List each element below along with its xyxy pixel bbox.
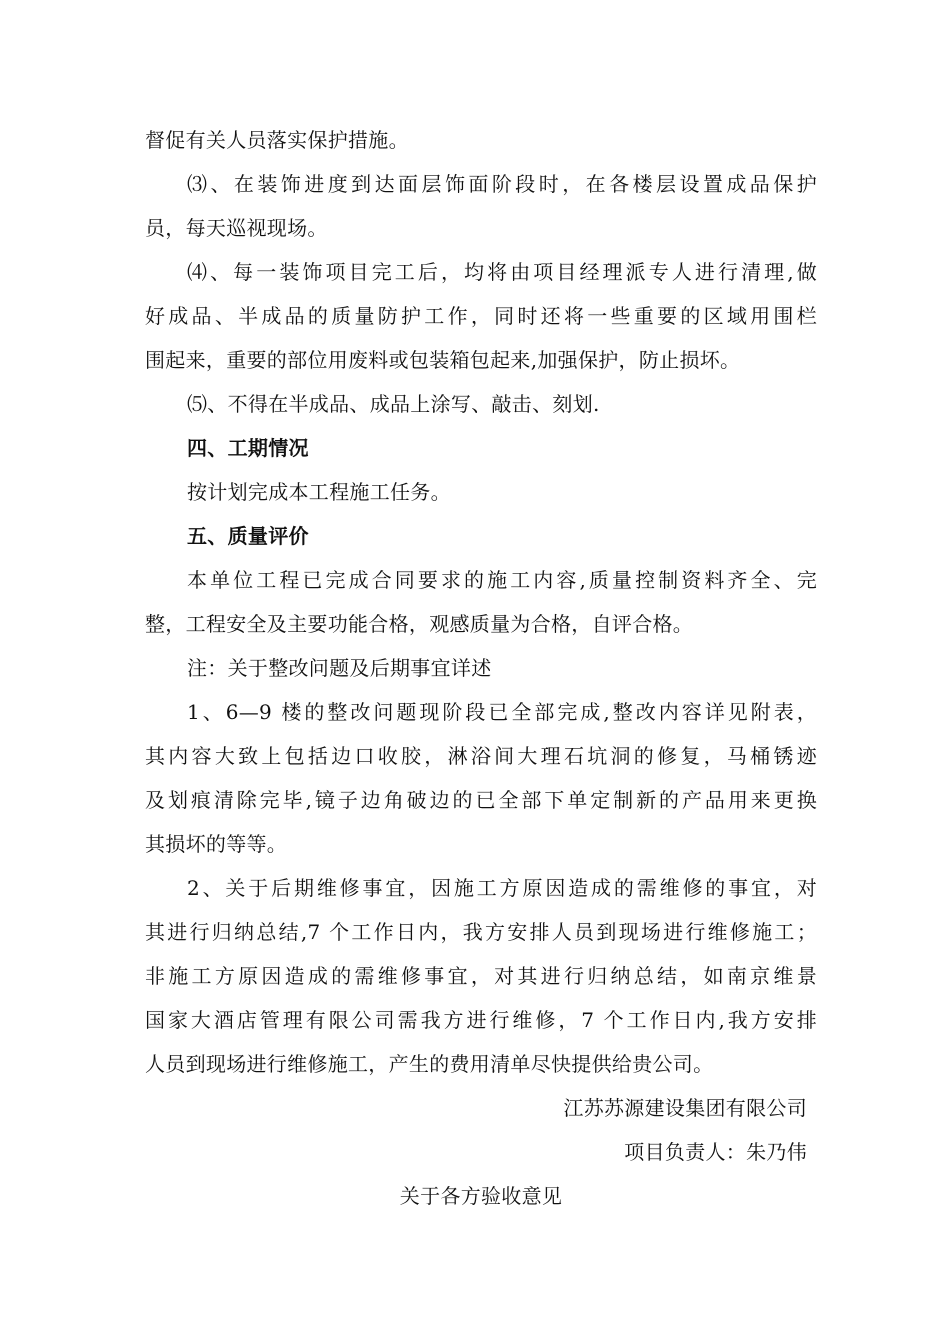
project-lead-signature: 项目负责人：朱乃伟 — [624, 1140, 807, 1164]
paragraph-line: 按计划完成本工程施工任务。 — [187, 480, 451, 504]
paragraph-line: 其损坏的等等。 — [145, 832, 288, 856]
paragraph-line: 督促有关人员落实保护措施。 — [145, 128, 409, 152]
paragraph-line: 员，每天巡视现场。 — [145, 216, 328, 240]
paragraph-line: 好成品、半成品的质量防护工作，同时还将一些重要的区域用围栏 — [145, 304, 817, 328]
closing-heading: 关于各方验收意见 — [399, 1184, 563, 1208]
paragraph-line: 围起来，重要的部位用废料或包装箱包起来,加强保护，防止损坏。 — [145, 348, 741, 372]
document-page — [145, 118, 817, 1218]
paragraph-line: 及划痕清除完毕,镜子边角破边的已全部下单定制新的产品用来更换 — [145, 788, 817, 812]
paragraph-line: 其内容大致上包括边口收胶，淋浴间大理石坑洞的修复，马桶锈迹 — [145, 744, 817, 768]
paragraph-line: 整，工程安全及主要功能合格，观感质量为合格，自评合格。 — [145, 612, 694, 636]
section-heading: 四、工期情况 — [187, 436, 309, 460]
paragraph-line: 2、关于后期维修事宜，因施工方原因造成的需维修的事宜，对 — [187, 876, 817, 900]
note-line: 注：关于整改问题及后期事宜详述 — [187, 656, 492, 680]
paragraph-line: ⑸、不得在半成品、成品上涂写、敲击、刻划. — [187, 392, 600, 416]
paragraph-line: 非施工方原因造成的需维修事宜，对其进行归纳总结，如南京维景 — [145, 964, 817, 988]
paragraph-line: 国家大酒店管理有限公司需我方进行维修，7 个工作日内,我方安排 — [145, 1008, 817, 1032]
paragraph-line: 本单位工程已完成合同要求的施工内容,质量控制资料齐全、完 — [187, 568, 817, 592]
paragraph-line: 人员到现场进行维修施工，产生的费用清单尽快提供给贵公司。 — [145, 1052, 714, 1076]
paragraph-line: ⑷、每一装饰项目完工后，均将由项目经理派专人进行清理,做 — [187, 260, 817, 284]
section-heading: 五、质量评价 — [187, 524, 309, 548]
paragraph-line: 其进行归纳总结,7 个工作日内，我方安排人员到现场进行维修施工； — [145, 920, 817, 944]
paragraph-line: 1、6—9 楼的整改问题现阶段已全部完成,整改内容详见附表， — [187, 700, 817, 724]
company-signature: 江苏苏源建设集团有限公司 — [563, 1096, 807, 1120]
paragraph-line: ⑶、在装饰进度到达面层饰面阶段时，在各楼层设置成品保护 — [187, 172, 817, 196]
